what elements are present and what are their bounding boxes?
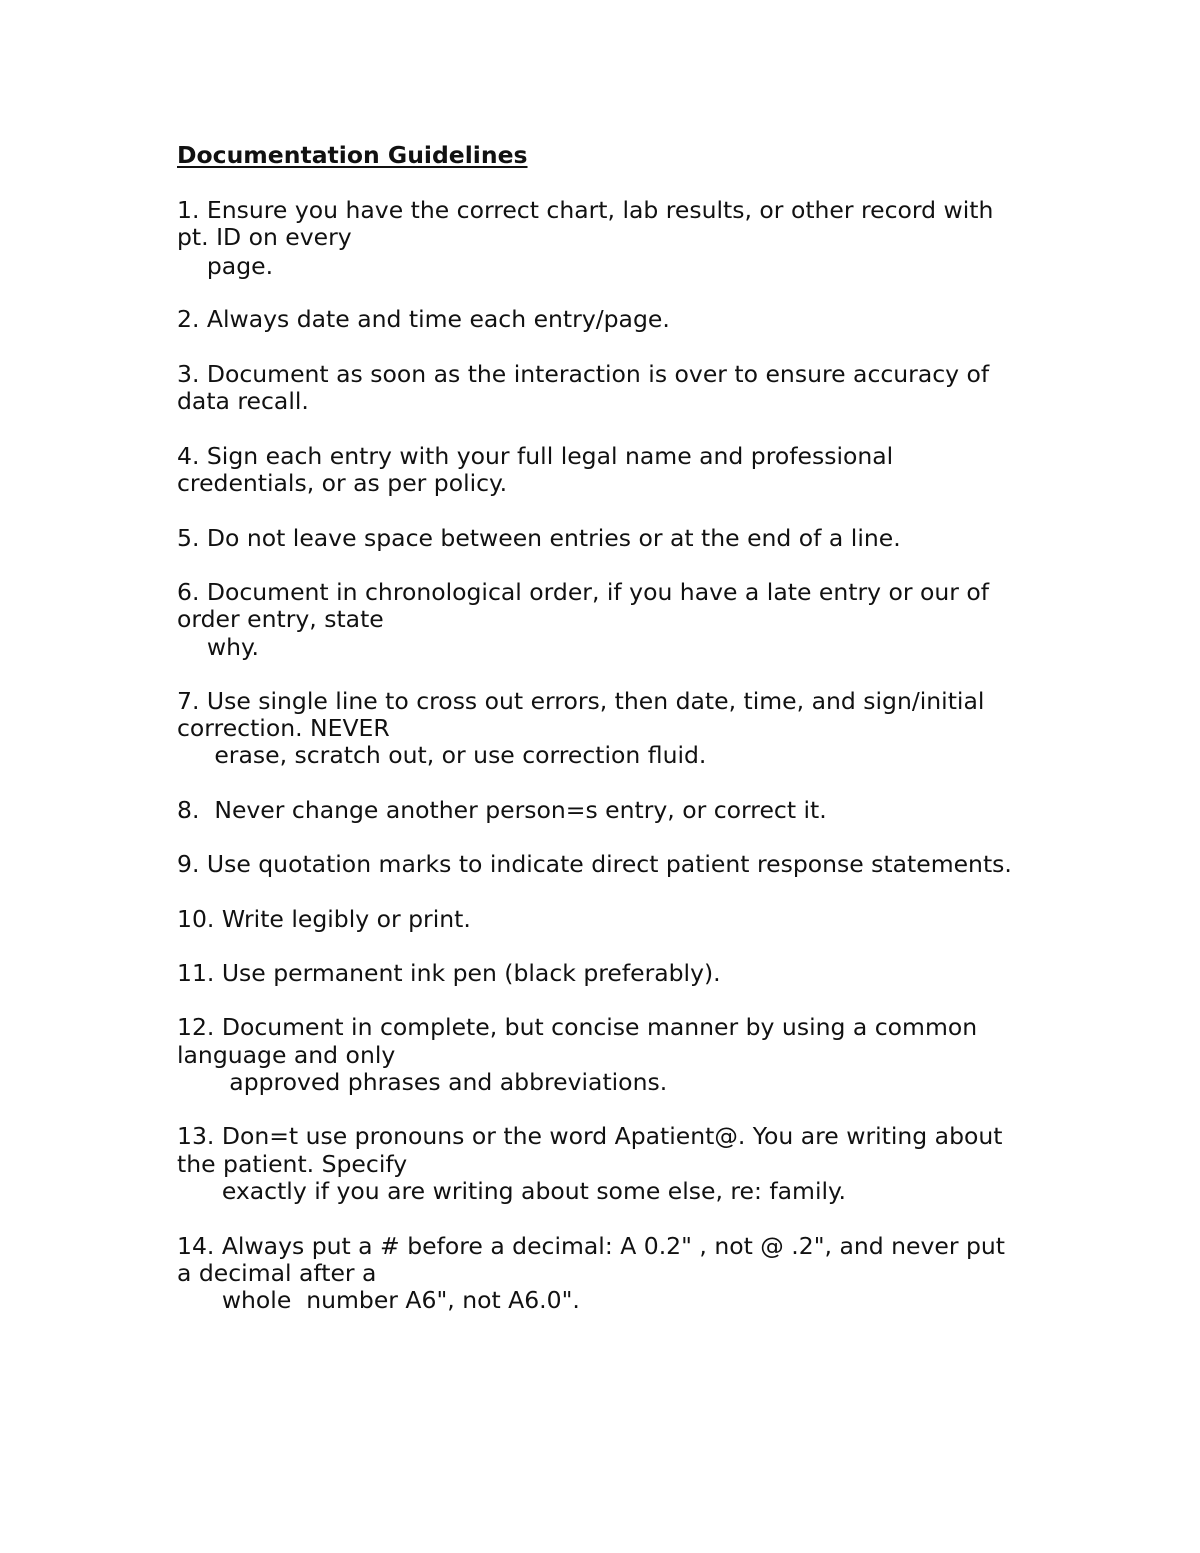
guideline-11-line-1: 11. Use permanent ink pen (black preferably). <box>177 959 721 987</box>
guideline-3-line-2: data recall. <box>177 387 309 415</box>
guideline-1-line-1: 1. Ensure you have the correct chart, lab results, or other record with <box>177 196 994 224</box>
guideline-7-line-1: 7. Use single line to cross out errors, then date, time, and sign/initial <box>177 687 985 715</box>
guideline-4-line-1: 4. Sign each entry with your full legal name and professional <box>177 442 894 470</box>
guideline-2-line-1: 2. Always date and time each entry/page. <box>177 305 670 333</box>
guideline-4-line-2: credentials, or as per policy. <box>177 469 508 497</box>
guideline-3-line-1: 3. Document as soon as the interaction is over to ensure accuracy of <box>177 360 990 388</box>
guideline-1-line-3: page. <box>177 252 274 280</box>
guideline-12-line-3: approved phrases and abbreviations. <box>177 1068 668 1096</box>
guideline-14-line-1: 14. Always put a # before a decimal: A 0.2" , not @ .2", and never put <box>177 1232 1006 1260</box>
guideline-13-line-1: 13. Don=t use pronouns or the word Apatient@. You are writing about <box>177 1122 1003 1150</box>
guideline-9-line-1: 9. Use quotation marks to indicate direct patient response statements. <box>177 850 1012 878</box>
guideline-5-line-1: 5. Do not leave space between entries or at the end of a line. <box>177 524 901 552</box>
guideline-13-line-3: exactly if you are writing about some else, re: family. <box>177 1177 847 1205</box>
guideline-6-line-3: why. <box>177 633 260 661</box>
guideline-12-line-1: 12. Document in complete, but concise manner by using a common <box>177 1013 978 1041</box>
guideline-1-line-2: pt. ID on every <box>177 223 352 251</box>
guideline-6-line-2: order entry, state <box>177 605 384 633</box>
guideline-14-line-2: a decimal after a <box>177 1259 377 1287</box>
guideline-10-line-1: 10. Write legibly or print. <box>177 905 471 933</box>
guideline-7-line-2: correction. NEVER <box>177 714 390 742</box>
document-title: Documentation Guidelines <box>177 141 528 169</box>
guideline-12-line-2: language and only <box>177 1041 396 1069</box>
guideline-7-line-3: erase, scratch out, or use correction fluid. <box>177 741 707 769</box>
guideline-13-line-2: the patient. Specify <box>177 1150 408 1178</box>
guideline-6-line-1: 6. Document in chronological order, if you have a late entry or our of <box>177 578 990 606</box>
guideline-14-line-3: whole number A6", not A6.0". <box>177 1286 580 1314</box>
guideline-8-line-1: 8. Never change another person=s entry, or correct it. <box>177 796 827 824</box>
